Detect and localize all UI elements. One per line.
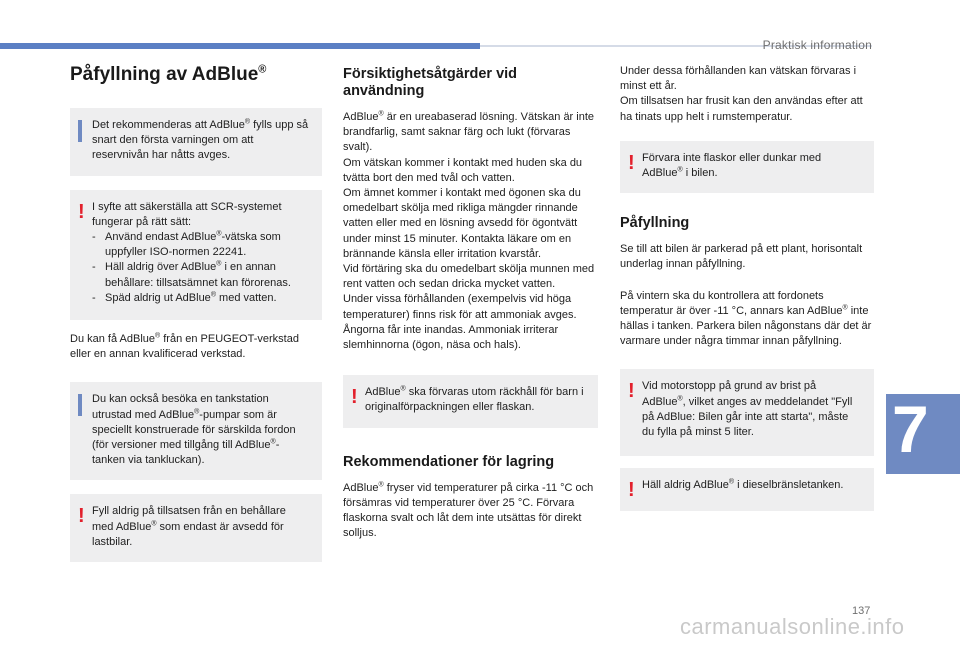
page-title: Påfyllning av AdBlue® [70,63,267,85]
body-paragraph: Se till att bilen är parkerad på ett plant, horisontalt underlag innan påfyllning. [620,243,863,271]
section-heading: Rekommendationer för lagring [343,453,555,470]
body-paragraph: På vintern ska du kontrollera att fordonets temperatur är över -11 °C, annars kan AdBlue® inte hällas i tanken. Parkera bilen någonstans där det är varmare under några timmar innan påfyllning. [620,289,872,348]
warning-box [343,375,598,427]
exclamation-icon: ! [78,200,85,223]
warning-text: Vid motorstopp på grund av brist på AdBlue®, vilket anges av meddelandet "Fyll på AdBlue: Bilen går inte att starta", måste du fylla på minst 5 liter. [642,380,853,439]
list-item: - Späd aldrig ut AdBlue® med vatten. [92,291,277,304]
body-text: Under dessa förhållanden kan vätskan förvaras i minst ett år. Om tillsatsen har frusit kan den användas efter att ha tinats upp helt i rumstemperatur. [620,65,863,123]
info-text: Det rekommenderas att AdBlue® fylls upp så snart den första varningen om att reservnivån har nåtts avges. [92,118,309,162]
exclamation-icon: ! [628,380,635,403]
warning-text: Häll aldrig AdBlue® i dieselbränsletanken. [642,478,844,492]
info-text: Du kan också besöka en tankstation utrustad med AdBlue®-pumpar som är speciellt konstruerade för särskilda fordon (för versioner med tillgång till AdBlue®-tanken via tankluckan). [92,393,296,467]
info-bar-icon [78,120,82,142]
header-accent-bar [0,43,480,49]
list-item: - Använd endast AdBlue®-vätska som uppfyller ISO-normen 22241. [92,230,281,259]
page-number: 137 [852,605,871,617]
section-heading: Försiktighetsåtgärder vid användning [343,66,518,99]
warning-text: Fyll aldrig på tillsatsen från en behållare med AdBlue® som endast är avsedd för lastbilar. [92,505,286,548]
warning-intro: I syfte att säkerställa att SCR-systemet fungerar på rätt sätt: [92,200,282,228]
watermark: carmanualsonline.info [680,614,905,639]
section-title: Praktisk information [762,38,872,52]
warning-box [620,141,874,193]
section-heading: Påfyllning [620,215,690,232]
body-paragraph: Du kan få AdBlue® från en PEUGEOT-verkstad eller en annan kvalificerad verkstad. [70,332,299,361]
exclamation-icon: ! [351,386,358,409]
column-1 [70,64,322,562]
body-text: AdBlue® är en ureabaserad lösning. Vätskan är inte brandfarlig, samt saknar färg och lukt (förvaras svalt). Om vätskan kommer i kontakt med huden ska du tvätta bort den med tvål och vatten. Om ämnet kommer i kontakt med ögonen ska du omedelbart skölja med rikliga mängder rinnande vatten eller med en lösning avsedd för ögontvätt under minst 15 minuter. Kontakta läkare om en brännande känsla eller irritation kvarstår. Vid förtäring ska du omedelbart skölja munnen med rent vatten och sedan dricka mycket vatten. Under vissa förhållanden (exempelvis vid höga temperaturer) finns risk för att ammoniak avges. Ångorna får inte inandas. Ammoniak irriterar slemhinnorna (ögon, näsa och hals). [343,110,595,352]
column-2 [343,66,598,541]
body-text: AdBlue® fryser vid temperaturer på cirka -11 °C och försämras vid temperaturer över 25 °C. Förvara flaskorna svalt och låt dem inte utsättas för direkt solljus. [343,481,594,540]
exclamation-icon: ! [78,505,85,528]
warning-box [70,190,322,320]
exclamation-icon: ! [628,479,635,502]
warning-box [620,468,874,511]
info-bar-icon [78,394,82,416]
exclamation-icon: ! [628,151,635,174]
info-box [70,382,322,480]
warning-box [70,494,322,562]
warning-box [620,369,874,456]
warning-text: AdBlue® ska förvaras utom räckhåll för barn i originalförpackningen eller flaskan. [365,385,584,414]
column-3 [620,64,874,511]
info-box [70,108,322,176]
list-item: - Häll aldrig över AdBlue® i en annan behållare: tillsatsämnet kan förorenas. [92,260,291,289]
chapter-number: 7 [892,392,929,466]
warning-text: Förvara inte flaskor eller dunkar med AdBlue® i bilen. [642,151,822,180]
